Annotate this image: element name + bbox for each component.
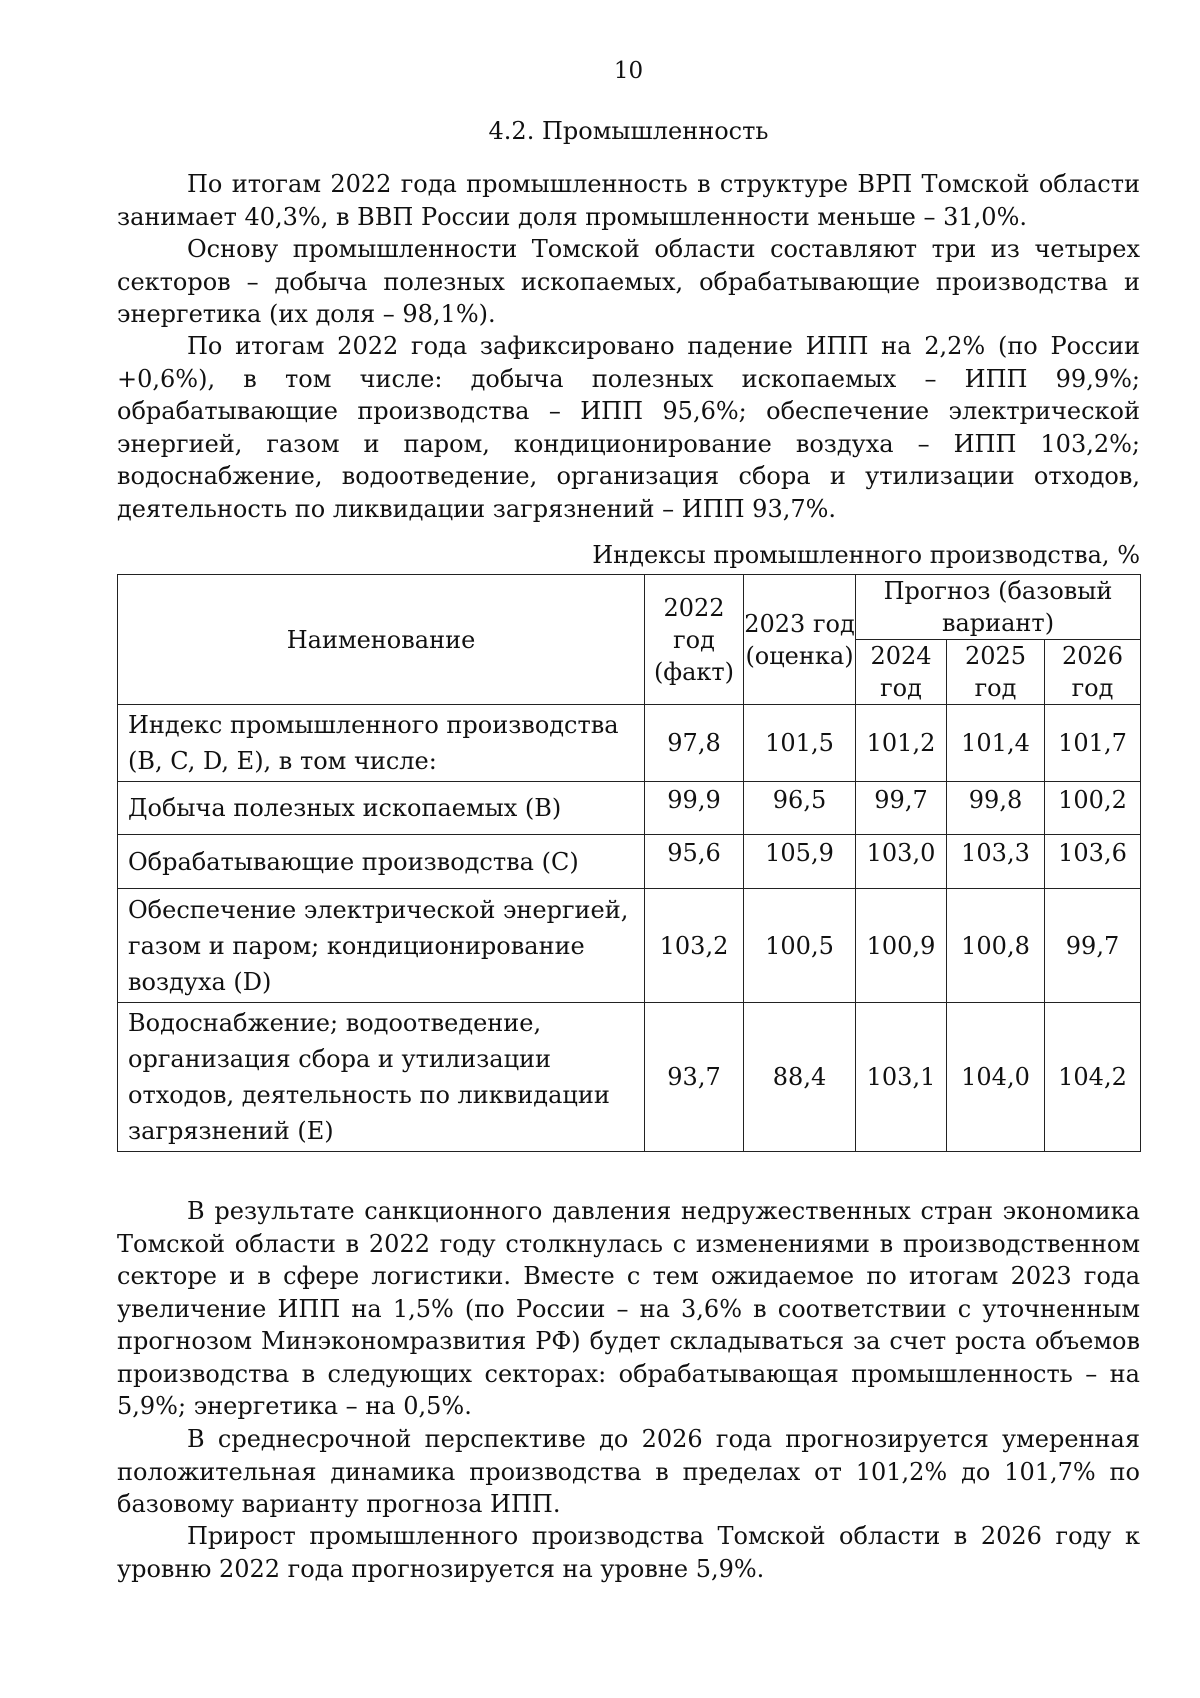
cell-2025: 104,0 xyxy=(947,1003,1045,1152)
paragraph: Прирост промышленного производства Томской области в 2026 году к уровню 2022 года прогнозируется на уровне 5,9%. xyxy=(117,1522,1140,1583)
cell-2025: 99,8 xyxy=(947,782,1045,835)
table-row xyxy=(118,705,1141,782)
paragraph: По итогам 2022 года зафиксировано падение ИПП на 2,2% (по России +0,6%), в том числе: добыча полезных ископаемых – ИПП 99,9%; обрабатывающие производства – ИПП 95,6%; обеспечение электрической энергией, газом и паром, кондиционирование воздуха – ИПП 103,2%; водоснабжение, водоотведение, организация сбора и утилизации отходов, деятельность по ликвидации загрязнений – ИПП 93,7%. xyxy=(117,332,1140,523)
cell-2022: 93,7 xyxy=(645,1003,744,1152)
paragraph: По итогам 2022 года промышленность в структуре ВРП Томской области занимает 40,3%, в ВВП России доля промышленности меньше – 31,0%. xyxy=(117,170,1140,231)
cell-2024: 103,0 xyxy=(856,835,947,889)
cell-2026: 101,7 xyxy=(1045,705,1141,782)
header-forecast: Прогноз (базовый вариант) xyxy=(856,575,1141,640)
paragraph: Основу промышленности Томской области составляют три из четырех секторов – добыча полезных ископаемых, обрабатывающие производства и энергетика (их доля – 98,1%). xyxy=(117,235,1140,328)
paragraph: В результате санкционного давления недружественных стран экономика Томской области в 2022 году столкнулась с изменениями в производственном секторе и в сфере логистики. Вместе с тем ожидаемое по итогам 2023 года увеличение ИПП на 1,5% (по России – на 3,6% в соответствии с уточненным прогнозом Минэкономразвития РФ) будет складываться за счет роста объемов производства в следующих секторах: обрабатывающая промышленность – на 5,9%; энергетика – на 0,5%. xyxy=(117,1197,1140,1420)
header-2024: 2024 год xyxy=(856,640,947,705)
paragraph: В среднесрочной перспективе до 2026 года прогнозируется умеренная положительная динамика производства в пределах от 101,2% до 101,7% по базовому варианту прогноза ИПП. xyxy=(117,1425,1140,1518)
row-name: Водоснабжение; водоотведение, организация сбора и утилизации отходов, деятельность по ликвидации загрязнений (E) xyxy=(118,1003,645,1152)
table-row xyxy=(118,889,1141,1003)
table-row xyxy=(118,1003,1141,1152)
cell-2024: 100,9 xyxy=(856,889,947,1003)
page-number: 10 xyxy=(613,58,644,84)
cell-2024: 99,7 xyxy=(856,782,947,835)
row-name: Обрабатывающие производства (C) xyxy=(118,835,645,889)
header-2022: 2022 год (факт) xyxy=(645,575,744,705)
row-name: Обеспечение электрической энергией, газом и паром; кондиционирование воздуха (D) xyxy=(118,889,645,1003)
row-name: Добыча полезных ископаемых (B) xyxy=(118,782,645,835)
cell-2026: 99,7 xyxy=(1045,889,1141,1003)
header-2025: 2025 год xyxy=(947,640,1045,705)
cell-2024: 103,1 xyxy=(856,1003,947,1152)
cell-2022: 99,9 xyxy=(645,782,744,835)
cell-2026: 100,2 xyxy=(1045,782,1141,835)
cell-2024: 101,2 xyxy=(856,705,947,782)
header-2026: 2026 год xyxy=(1045,640,1141,705)
section-title: 4.2. Промышленность xyxy=(488,117,769,145)
cell-2025: 103,3 xyxy=(947,835,1045,889)
cell-2022: 97,8 xyxy=(645,705,744,782)
cell-2022: 95,6 xyxy=(645,835,744,889)
table-row xyxy=(118,782,1141,835)
header-2023: 2023 год (оценка) xyxy=(744,575,856,705)
header-name: Наименование xyxy=(118,575,645,705)
cell-2026: 104,2 xyxy=(1045,1003,1141,1152)
table-caption: Индексы промышленного производства, % xyxy=(592,541,1140,569)
row-name: Индекс промышленного производства (B, C, D, E), в том числе: xyxy=(118,705,645,782)
cell-2023: 100,5 xyxy=(744,889,856,1003)
cell-2026: 103,6 xyxy=(1045,835,1141,889)
table-row xyxy=(118,835,1141,889)
cell-2023: 96,5 xyxy=(744,782,856,835)
cell-2023: 101,5 xyxy=(744,705,856,782)
cell-2025: 100,8 xyxy=(947,889,1045,1003)
cell-2022: 103,2 xyxy=(645,889,744,1003)
ipp-table xyxy=(117,574,1141,1152)
cell-2023: 105,9 xyxy=(744,835,856,889)
cell-2025: 101,4 xyxy=(947,705,1045,782)
cell-2023: 88,4 xyxy=(744,1003,856,1152)
